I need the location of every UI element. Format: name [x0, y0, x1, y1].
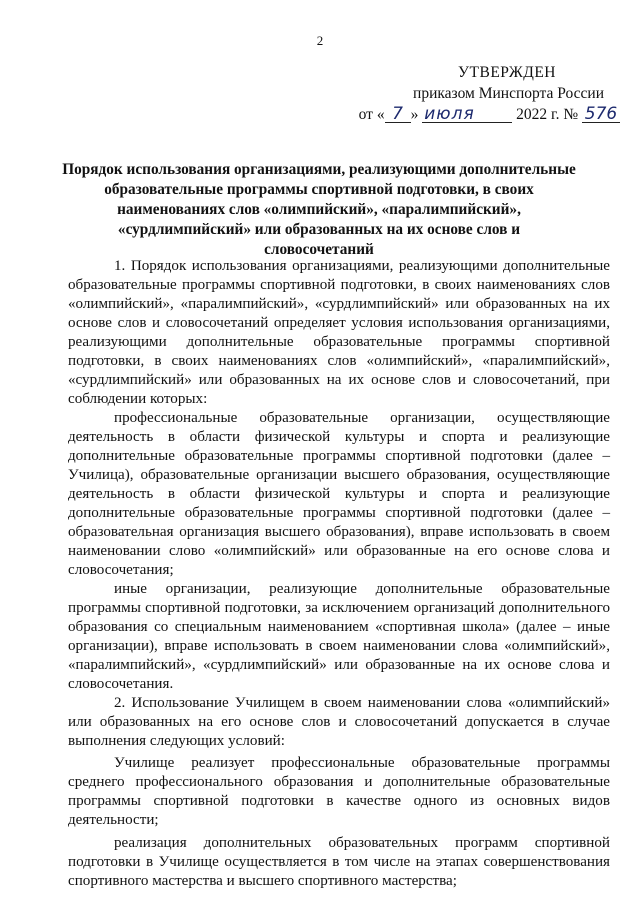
- paragraph: Училище реализует профессиональные образовательные программы среднего профессионального образования и дополнительные образовательные программы спортивной подготовки в качестве одного из основных видов деятельности;: [68, 755, 610, 828]
- paragraph: профессиональные образовательные организации, осуществляющие деятельность в области физической культуры и спорта и реализующие дополнительные образовательные программы спортивной подготовки (далее – Училица), образовательные организации высшего образования, осуществляющие деятельность в области физической культуры и спорта и реализующие дополнительные образовательные программы спортивной подготовки (далее – образовательная организация высшего образования), вправе использовать в своем наименовании слово «олимпийский» или образованные на его основе слова и словосочетания;: [68, 410, 610, 578]
- date-prefix: от «: [358, 106, 385, 123]
- page-number: 2: [316, 33, 324, 48]
- handwritten-month: июля: [422, 106, 512, 123]
- approval-heading: УТВЕРЖДЕН: [458, 64, 556, 81]
- document-title: Порядок использования организациями, реализующими дополнительные образовательные программы спортивной подготовки, в своих наименованиях слов «олимпийский», «паралимпийский», «сурдлимпийский» или образованных на их основе слов и словосочетаний: [62, 161, 576, 258]
- paragraph: 1. Порядок использования организациями, реализующими дополнительные образовательные программы спортивной подготовки, в своих наименованиях слов «олимпийский», «паралимпийский», «сурдлимпийский» или образованных на их основе слов и словосочетаний определяет условия использования организациями, реализующими дополнительные образовательные программы спортивной подготовки, в своих наименованиях слов «олимпийский», «паралимпийский», «сурдлимпийский» или образованных на их основе слов и словосочетаний, при соблюдении которых:: [68, 258, 610, 407]
- handwritten-day: 7: [385, 106, 411, 123]
- document-body: [68, 257, 610, 891]
- paragraph: реализация дополнительных образовательных программ спортивной подготовки в Училище осуществляется в том числе на этапах совершенствования спортивного мастерства и высшего спортивного мастерства;: [68, 835, 610, 889]
- approval-date-line: [340, 104, 620, 125]
- handwritten-order-number: 576: [582, 106, 620, 123]
- date-mid: »: [410, 106, 419, 123]
- paragraph: иные организации, реализующие дополнительные образовательные программы спортивной подготовки, за исключением организаций дополнительного образования со специальным наименованием «спортивная школа» (далее – иные организации), вправе использовать в своем наименовании слова «олимпийский», «паралимпийский», «сурдлимпийский» или образованные на их основе слова и словосочетания.: [68, 581, 610, 692]
- approval-order-line: приказом Минспорта России: [413, 85, 604, 102]
- approval-block: [340, 62, 620, 125]
- date-year: 2022 г. №: [516, 106, 579, 123]
- paragraph: 2. Использование Училищем в своем наименовании слова «олимпийский» или образованных на его основе слов и словосочетаний допускается в случае выполнения следующих условий:: [68, 695, 610, 749]
